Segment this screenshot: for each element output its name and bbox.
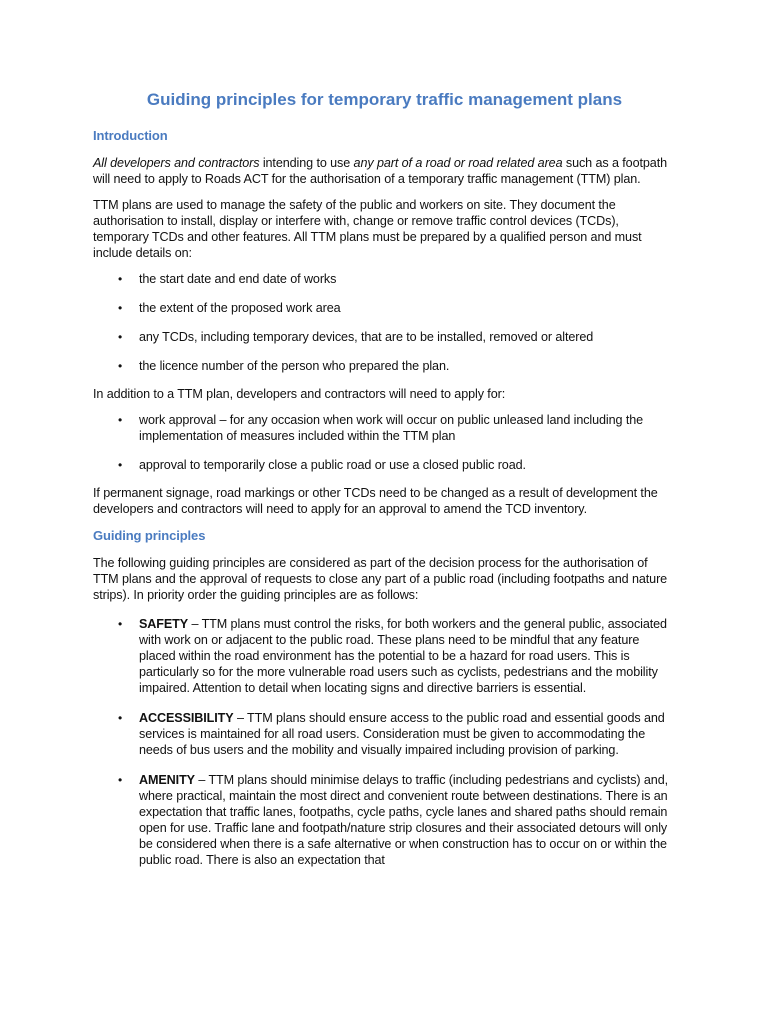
principle-text: – TTM plans should minimise delays to traffic (including pedestrians and cyclists) and, where practical, maintain the most direct and convenient route between destinations. There is an expectation that traffic lanes, footpaths, cycle paths, cycle lanes and shared paths should remain open for use. Traffic lane and footpath/nature strip closures and their associated detours will only be considered when there is a safe alternative or when construction has to occur on or within the public road. There is also an expectation that (139, 773, 669, 867)
principle-text: – TTM plans must control the risks, for both workers and the general public, associated with work on or adjacent to the public road. These plans need to be mindful that any feature placed within the road environment has the potential to be a hazard for road users. This is particularly so for the more vulnerable road users such as cyclists, pedestrians and the mobility impaired. Attention to detail when locating signs and directive barriers is essential. (139, 617, 667, 695)
list-item: • the start date and end date of works (118, 272, 337, 286)
list-item (93, 710, 676, 758)
intro-paragraph-2: TTM plans are used to manage the safety of the public and workers on site. They document the authorisation to install, display or interfere with, change or remove traffic control devices (TCDs), temporary TCDs and other features. All TTM plans must be prepared by a qualified person and must include details on: (93, 198, 642, 260)
intro-paragraph-4: If permanent signage, road markings or other TCDs need to be changed as a result of development the developers and contractors will need to apply for an approval to amend the TCD inventory. (93, 486, 658, 516)
bullet-icon: • (118, 617, 123, 631)
list-item: • the extent of the proposed work area (118, 301, 341, 315)
bullet-icon: • (118, 330, 123, 344)
principle-text: – TTM plans should ensure access to the public road and essential goods and services is maintained for all road users. Consideration must be given to accommodating the needs of bus users and the mobility and visually impaired including provision of parking. (139, 711, 665, 757)
intro-text-1: intending to use (259, 156, 354, 170)
bullet-icon: • (118, 413, 123, 427)
principle-label: AMENITY (139, 773, 195, 787)
principle-label: ACCESSIBILITY (139, 711, 234, 725)
bullet-icon: • (118, 359, 123, 373)
list-item: • work approval – for any occasion when work will occur on public unleased land including the implementation of measures included within the TTM plan (118, 413, 644, 443)
list-item: • the licence number of the person who prepared the plan. (118, 359, 450, 373)
list-item (93, 616, 676, 696)
list-item: • any TCDs, including temporary devices, that are to be installed, removed or altered (118, 330, 594, 344)
plan-details-list (93, 271, 676, 374)
section-heading-guiding-principles: Guiding principles (93, 528, 206, 543)
intro-emphasis-1: All developers and contractors (93, 156, 260, 170)
document-title: Guiding principles for temporary traffic management plans (146, 90, 623, 109)
section-heading-introduction: Introduction (93, 128, 168, 143)
bullet-icon: • (118, 301, 123, 315)
principle-label: SAFETY (139, 617, 189, 631)
bullet-icon: • (118, 711, 123, 725)
intro-paragraph-3: In addition to a TTM plan, developers and contractors will need to apply for: (93, 387, 506, 401)
bullet-icon: • (118, 458, 123, 472)
intro-text-2: such as a footpath will need to apply to Roads ACT for the authorisation of a temporary traffic management (TTM) plan. (93, 156, 668, 186)
approvals-list (93, 412, 676, 473)
bullet-icon: • (118, 272, 123, 286)
intro-paragraph-1 (93, 155, 676, 187)
list-item: • approval to temporarily close a public road or use a closed public road. (118, 458, 526, 472)
bullet-icon: • (118, 773, 123, 787)
list-item (93, 772, 676, 868)
principles-list (93, 616, 676, 868)
intro-emphasis-2: any part of a road or road related area (353, 156, 563, 170)
guiding-paragraph-1: The following guiding principles are considered as part of the decision process for the authorisation of TTM plans and the approval of requests to close any part of a public road (including footpaths and nature strips). In priority order the guiding principles are as follows: (93, 556, 668, 602)
